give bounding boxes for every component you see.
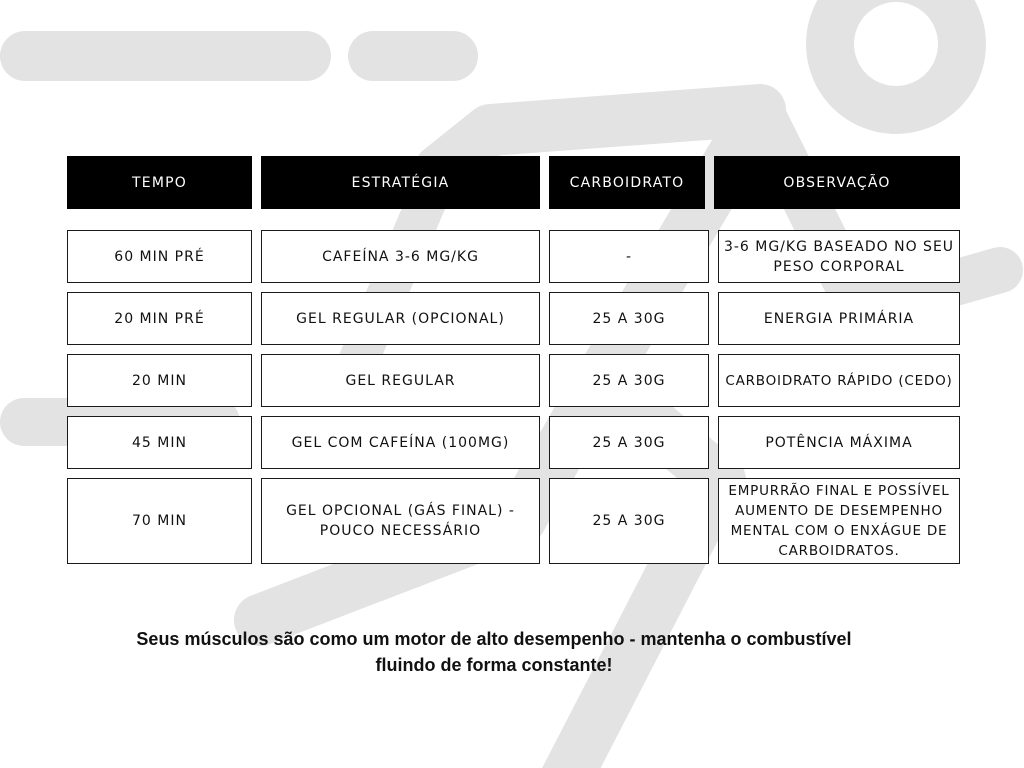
table-cell-observacao: 3-6 MG/KG BASEADO NO SEU PESO CORPORAL bbox=[718, 230, 960, 283]
table-cell-estrategia: GEL REGULAR (OPCIONAL) bbox=[261, 292, 540, 345]
table-cell-tempo: 20 MIN PRÉ bbox=[67, 292, 252, 345]
header-tempo: TEMPO bbox=[67, 156, 252, 209]
table-cell-tempo: 45 MIN bbox=[67, 416, 252, 469]
table-cell-estrategia: GEL OPCIONAL (GÁS FINAL) - POUCO NECESSÁRIO bbox=[261, 478, 540, 564]
table-cell-carboidrato: 25 A 30G bbox=[549, 478, 709, 564]
table-cell-estrategia: CAFEÍNA 3-6 MG/KG bbox=[261, 230, 540, 283]
table-cell-observacao: ENERGIA PRIMÁRIA bbox=[718, 292, 960, 345]
header-observacao: OBSERVAÇÃO bbox=[714, 156, 960, 209]
tagline-line-1: Seus músculos são como um motor de alto desempenho - mantenha o combustível bbox=[136, 629, 852, 649]
header-estrategia: ESTRATÉGIA bbox=[261, 156, 540, 209]
tagline bbox=[100, 626, 888, 678]
table-cell-carboidrato: 25 A 30G bbox=[549, 416, 709, 469]
table-cell-tempo: 60 MIN PRÉ bbox=[67, 230, 252, 283]
table-cell-estrategia: GEL REGULAR bbox=[261, 354, 540, 407]
table-cell-carboidrato: - bbox=[549, 230, 709, 283]
header-carboidrato: CARBOIDRATO bbox=[549, 156, 705, 209]
tagline-line-2: fluindo de forma constante! bbox=[375, 655, 613, 675]
table-cell-observacao: EMPURRÃO FINAL E POSSÍVEL AUMENTO DE DESEMPENHO MENTAL COM O ENXÁGUE DE CARBOIDRATOS. bbox=[718, 478, 960, 564]
table-cell-tempo: 20 MIN bbox=[67, 354, 252, 407]
table-cell-carboidrato: 25 A 30G bbox=[549, 292, 709, 345]
table-cell-observacao: CARBOIDRATO RÁPIDO (CEDO) bbox=[718, 354, 960, 407]
table-cell-carboidrato: 25 A 30G bbox=[549, 354, 709, 407]
table-cell-estrategia: GEL COM CAFEÍNA (100MG) bbox=[261, 416, 540, 469]
table-cell-observacao: POTÊNCIA MÁXIMA bbox=[718, 416, 960, 469]
table-cell-tempo: 70 MIN bbox=[67, 478, 252, 564]
